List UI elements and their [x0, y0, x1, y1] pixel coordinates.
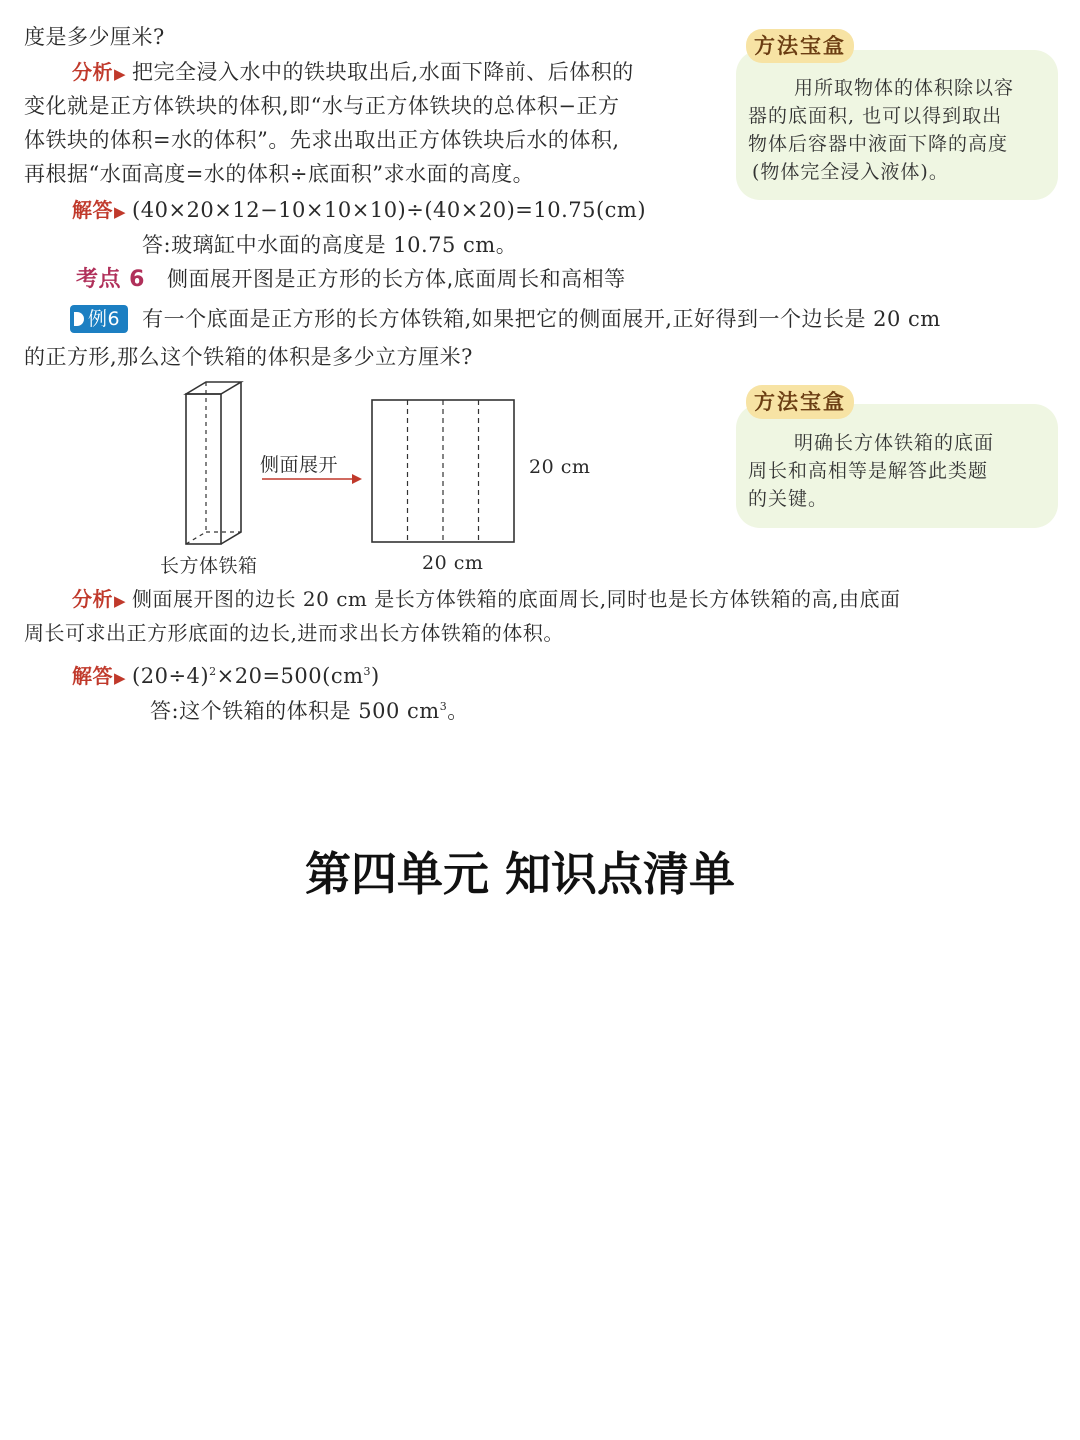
badge-dot-icon [74, 312, 84, 326]
bottom-length-label: 20 cm [422, 552, 484, 574]
analysis-label: 分析 [72, 587, 113, 611]
answer-label: 解答 [72, 198, 113, 222]
method-box-1-line-4: (物体完全浸入液体)。 [752, 161, 949, 183]
analysis-1-line-2: 变化就是正方体铁块的体积,即“水与正方体铁块的总体积−正方 [24, 94, 620, 118]
kaodian-title: 侧面展开图是正方形的长方体,底面周长和高相等 [166, 267, 626, 291]
triangle-marker-icon: ▶ [114, 203, 127, 221]
analysis-1-line-1: 分析▶ 把完全浸入水中的铁块取出后,水面下降前、后体积的 [72, 60, 634, 84]
answer-1-reply: 答:玻璃缸中水面的高度是 10.75 cm。 [142, 233, 518, 257]
example-badge: 例6 [70, 305, 128, 333]
method-box-1-line-2: 器的底面积, 也可以得到取出 [748, 105, 1003, 127]
example-line-2: 的正方形,那么这个铁箱的体积是多少立方厘米? [24, 345, 473, 369]
unfolded-square [372, 400, 514, 542]
side-length-label: 20 cm [529, 456, 591, 478]
method-box-2-title: 方法宝盒 [746, 385, 854, 419]
method-box-2-line-1: 明确长方体铁箱的底面 [794, 432, 995, 454]
triangle-marker-icon: ▶ [114, 592, 127, 610]
unit-title: 第四单元 知识点清单 [304, 847, 735, 901]
example-line-1: 例6 有一个底面是正方形的长方体铁箱,如果把它的侧面展开,正好得到一个边长是 20 cm [70, 302, 941, 336]
analysis-1-line-3: 体铁块的体积=水的体积”。先求出取出正方体铁块后水的体积, [24, 128, 620, 152]
answer-label: 解答 [72, 664, 113, 688]
method-box-2-line-2: 周长和高相等是解答此类题 [748, 460, 989, 482]
answer-2-reply: 答:这个铁箱的体积是 500 $cm^3$。 [150, 699, 469, 723]
cuboid-figure [186, 382, 241, 544]
answer-1-formula: 解答▶ (40×20×12−10×10×10)÷(40×20)=10.75(cm) [72, 198, 647, 222]
triangle-marker-icon: ▶ [114, 65, 127, 83]
answer-2-formula: 解答▶ $(20\div 4)^2\times 20=500(cm^3)$ [72, 664, 380, 688]
kaodian-heading [76, 262, 626, 297]
method-box-1-title: 方法宝盒 [746, 29, 854, 63]
kaodian-label: 考点 6 [76, 267, 145, 292]
analysis-1-line-4: 再根据“水面高度=水的体积÷底面积”求水面的高度。 [24, 162, 535, 186]
analysis-label: 分析 [72, 60, 113, 84]
method-box-1-line-1: 用所取物体的体积除以容 [794, 77, 1015, 99]
cuboid-caption: 长方体铁箱 [160, 555, 258, 577]
analysis-2-line-2: 周长可求出正方形底面的边长,进而求出长方体铁箱的体积。 [24, 621, 564, 645]
arrow-label: 侧面展开 [260, 454, 339, 476]
analysis-2-line-1: 分析▶ 侧面展开图的边长 20 cm 是长方体铁箱的底面周长,同时也是长方体铁箱的高,由底面 [72, 587, 901, 611]
method-box-2-line-3: 的关键。 [748, 488, 829, 510]
triangle-marker-icon: ▶ [114, 669, 127, 687]
method-box-1-line-3: 物体后容器中液面下降的高度 [748, 133, 1009, 155]
question-continuation: 度是多少厘米? [24, 25, 165, 49]
